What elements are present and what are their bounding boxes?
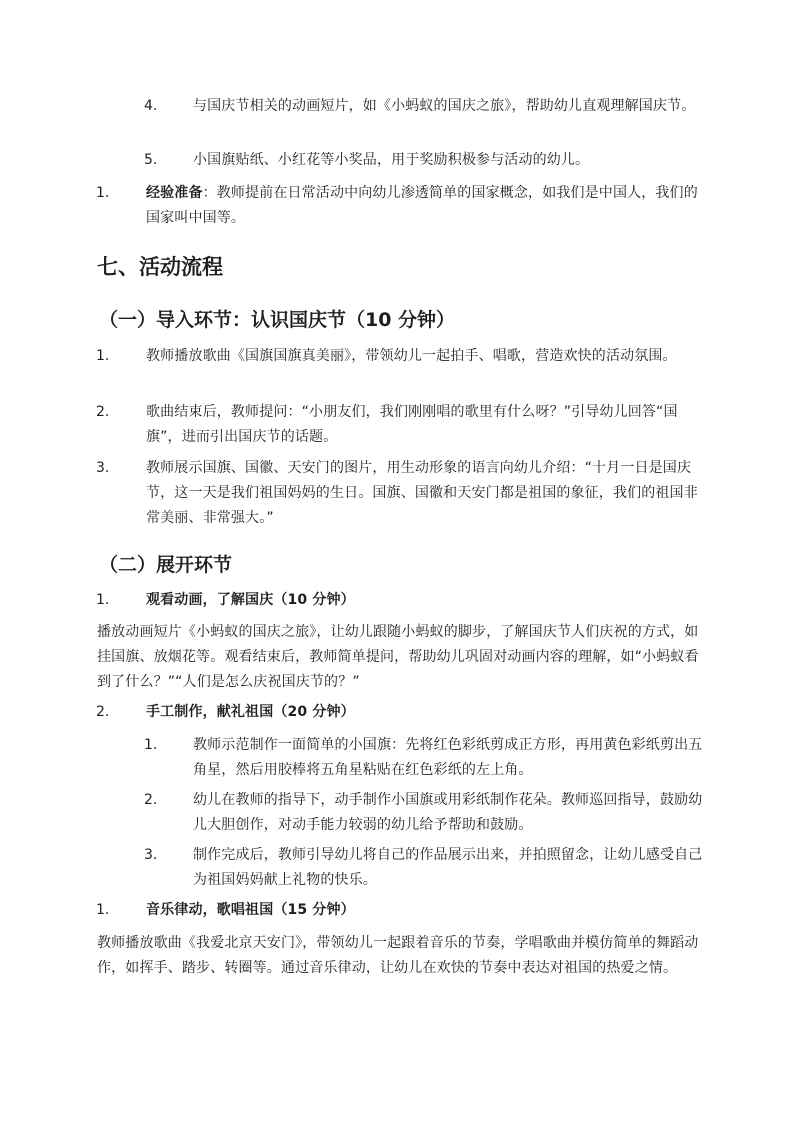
list-item: 教师示范制作一面简单的小国旗：先将红色彩纸剪成正方形，再用黄色彩纸剪出五角星，然后用胶棒将五角星粘贴在红色彩纸的左上角。 <box>193 737 703 778</box>
list-number: 1. <box>96 592 110 608</box>
list-number: 3. <box>144 847 158 863</box>
subsection-heading: （二）展开环节 <box>99 554 233 576</box>
section-heading: 七、活动流程 <box>97 255 223 279</box>
list-item: 歌曲结束后，教师提问：“小朋友们，我们刚刚唱的歌里有什么呀？”引导幼儿回答“国旗”，进而引出国庆节的话题。 <box>146 404 678 445</box>
item-label: 经验准备 <box>146 185 203 201</box>
paragraph: 教师播放歌曲《我爱北京天安门》，带领幼儿一起跟着音乐的节奏，学唱歌曲并模仿简单的舞蹈动作，如挥手、踏步、转圈等。通过音乐律动，让幼儿在欢快的节奏中表达对祖国的热爱之情。 <box>97 935 699 976</box>
list-number: 2. <box>96 704 110 720</box>
list-number: 3. <box>96 460 110 476</box>
list-item: 制作完成后，教师引导幼儿将自己的作品展示出来，并拍照留念，让幼儿感受自己为祖国妈妈献上礼物的快乐。 <box>193 847 703 888</box>
item-text: ：教师提前在日常活动中向幼儿渗透简单的国家概念，如我们是中国人，我们的国家叫中国等。 <box>146 185 698 226</box>
paragraph: 播放动画短片《小蚂蚁的国庆之旅》，让幼儿跟随小蚂蚁的脚步，了解国庆节人们庆祝的方式，如挂国旗、放烟花等。观看结束后，教师简单提问，帮助幼儿巩固对动画内容的理解，如“小蚂蚁看到了什么？”“人们是怎么庆祝国庆节的？” <box>97 624 699 690</box>
list-item <box>146 181 706 231</box>
list-number: 5. <box>144 152 158 168</box>
list-number: 4. <box>144 98 158 114</box>
list-item: 小国旗贴纸、小红花等小奖品，用于奖励积极参与活动的幼儿。 <box>193 152 590 168</box>
part-title: 音乐律动，歌唱祖国（15 分钟） <box>146 902 355 918</box>
part-title: 观看动画，了解国庆（10 分钟） <box>146 592 355 608</box>
part-title: 手工制作，献礼祖国（20 分钟） <box>146 704 355 720</box>
list-number: 2. <box>96 404 110 420</box>
list-item: 教师播放歌曲《国旗国旗真美丽》，带领幼儿一起拍手、唱歌，营造欢快的活动氛围。 <box>146 348 677 364</box>
list-item: 教师展示国旗、国徽、天安门的图片，用生动形象的语言向幼儿介绍：“十月一日是国庆节，这一天是我们祖国妈妈的生日。国旗、国徽和天安门都是祖国的象征，我们的祖国非常美丽、非常强大。” <box>146 460 698 526</box>
subsection-heading: （一）导入环节：认识国庆节（10 分钟） <box>99 309 456 331</box>
list-number: 1. <box>96 348 110 364</box>
list-number: 1. <box>96 185 110 201</box>
list-number: 1. <box>144 737 158 753</box>
list-item: 幼儿在教师的指导下，动手制作小国旗或用彩纸制作花朵。教师巡回指导，鼓励幼儿大胆创作，对动手能力较弱的幼儿给予帮助和鼓励。 <box>193 792 703 833</box>
list-number: 2. <box>144 792 158 808</box>
list-number: 1. <box>96 902 110 918</box>
list-item: 与国庆节相关的动画短片，如《小蚂蚁的国庆之旅》，帮助幼儿直观理解国庆节。 <box>193 98 696 114</box>
